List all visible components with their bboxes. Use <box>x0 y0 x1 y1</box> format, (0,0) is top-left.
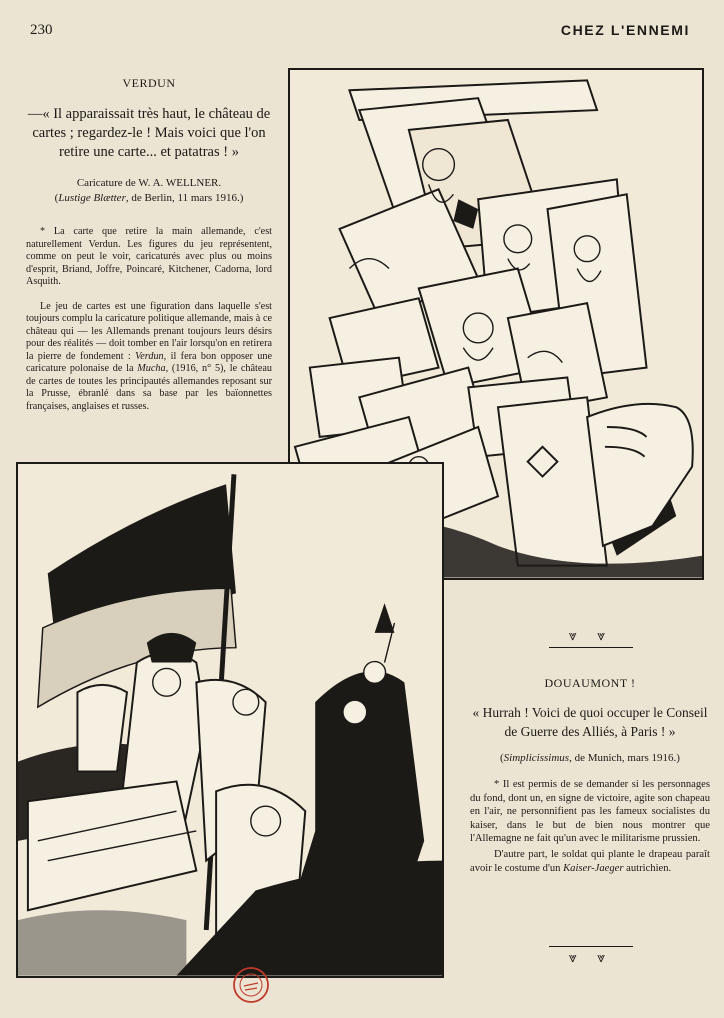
verdun-credit-journal: Lustige Blætter <box>58 192 126 204</box>
ornament-glyph: ⩔ ⩔ <box>568 950 614 966</box>
verdun-note-2 <box>26 301 272 414</box>
ornament-top <box>546 628 636 648</box>
verdun-note-2-part3: , (1916, n° 5), le château de cartes de toutes les principautés allemandes reposant sur la Prusse, ébranlé dans sa base par les baïonnettes françaises, anglaises et russes. <box>26 363 272 412</box>
ornament-glyph: ⩔ ⩔ <box>568 628 614 644</box>
douaumont-note-2-part1: D'autre part, le soldat qui plante le drapeau paraît avoir le costume d'un <box>470 848 710 874</box>
douaumont-credit-rest: , de Munich, mars 1916.) <box>569 752 680 764</box>
verdun-caption-column <box>20 76 278 413</box>
douaumont-note-1: * Il est permis de se demander si les personnages du fond, dont un, en signe de victoire, agite son chapeau en l'air, ne personnifient pas les fameux socialistes du kaiser, dans le but de bien nous montrer que l'Allemagne ne fait qu'un avec le militarisme prussien. <box>470 779 710 845</box>
page-number: 230 <box>30 22 53 38</box>
douaumont-illustration <box>16 462 444 978</box>
running-head: CHEZ L'ENNEMI <box>560 22 690 38</box>
ornament-rule <box>549 946 633 947</box>
douaumont-caption-column <box>466 676 714 875</box>
douaumont-note-2-italic: Kaiser-Jaeger <box>563 862 624 874</box>
ornament-bottom <box>546 946 636 966</box>
library-stamp <box>230 964 272 1006</box>
verdun-note-2-verdun: Verdun <box>135 350 164 362</box>
douaumont-credit-journal: Simplicissimus <box>503 752 570 764</box>
verdun-note-2-mucha: Mucha <box>137 363 166 374</box>
douaumont-quote: « Hurrah ! Voici de quoi occuper le Conseil de Guerre des Alliés, à Paris ! » <box>472 705 708 739</box>
douaumont-credit: (Simplicissimus, de Munich, mars 1916.) <box>500 752 680 764</box>
verdun-note-1: * La carte que retire la main allemande, c'est naturellement Verdun. Les figures du jeu représentent, comme on peut le voir, caricaturés avec plus ou moins d'esprit, Briand, Joffre, Poincaré, Kitchener, Cadorna, lord Asquith. <box>26 226 272 287</box>
verdun-credit-line1: Caricature de W. A. WELLNER. <box>76 177 222 189</box>
verdun-credit-rest: , de Berlin, 11 mars 1916.) <box>125 192 244 204</box>
verdun-note-2-part2: , il fera bon opposer une caricature polonaise de la <box>26 350 272 374</box>
verdun-note-2-part1: Le jeu de cartes est une figuration dans laquelle s'est toujours complu la caricature politique allemande, mais à ce château qui — les Allemands prenant toujours leurs désirs pour des réalités — doit tomber en l'air lorsqu'on en retirera la pierre de fondement : <box>26 300 272 362</box>
verdun-quote: —« Il apparaissait très haut, le château de cartes ; regardez-le ! Mais voici que l'on retire une carte... et patatras ! » <box>27 106 271 160</box>
douaumont-note-2-part2: autrichien. <box>623 862 672 874</box>
douaumont-drawing <box>18 464 442 976</box>
ornament-rule <box>549 647 633 648</box>
verdun-title: VERDUN <box>122 76 176 90</box>
douaumont-note-2 <box>470 848 710 875</box>
verdun-credit-line2: (Lustige Blætter, de Berlin, 11 mars 1916.) <box>54 192 244 204</box>
douaumont-title: DOUAUMONT ! <box>544 676 636 690</box>
